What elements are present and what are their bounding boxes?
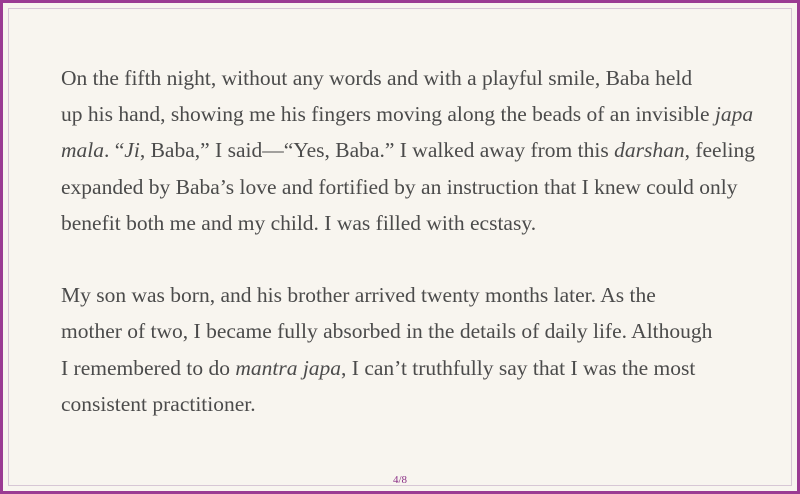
text-line xyxy=(61,350,751,386)
text-run: , Baba,” I said—“Yes, Baba.” I walked away from this xyxy=(139,138,615,163)
italic-term: japa xyxy=(714,102,754,127)
text-run: My son was born, and his brother arrived twenty months later. As the xyxy=(61,283,656,308)
text-line xyxy=(61,205,751,241)
text-line xyxy=(61,96,754,132)
text-run: benefit both me and my child. I was filled with ecstasy. xyxy=(61,210,537,235)
paragraph xyxy=(61,60,756,241)
text-run: , feeling xyxy=(684,138,756,163)
text-run: mother of two, I became fully absorbed in the details of daily life. Although xyxy=(61,319,713,344)
text-line xyxy=(61,277,751,313)
text-line xyxy=(61,169,751,205)
text-line xyxy=(61,60,751,96)
text-line xyxy=(61,386,751,422)
page-number: 4/8 xyxy=(392,474,408,486)
document-body xyxy=(61,60,756,422)
italic-term: mala xyxy=(61,138,104,163)
text-run: , I can’t truthfully say that I was the most xyxy=(341,355,696,380)
text-run: up his hand, showing me his fingers moving along the beads of an invisible xyxy=(61,102,715,127)
text-run: I remembered to do xyxy=(61,355,236,380)
italic-term: Ji xyxy=(124,138,140,163)
text-line xyxy=(61,313,751,349)
paragraph xyxy=(61,277,751,422)
text-run: On the fifth night, without any words and with a playful smile, Baba held xyxy=(61,66,693,90)
italic-term: mantra japa xyxy=(235,355,342,380)
italic-term: darshan xyxy=(614,138,685,163)
text-run: expanded by Baba’s love and fortified by an instruction that I knew could only xyxy=(61,174,738,199)
text-run: consistent practitioner. xyxy=(61,391,256,416)
text-run: . “ xyxy=(104,138,125,163)
text-line xyxy=(61,132,756,168)
